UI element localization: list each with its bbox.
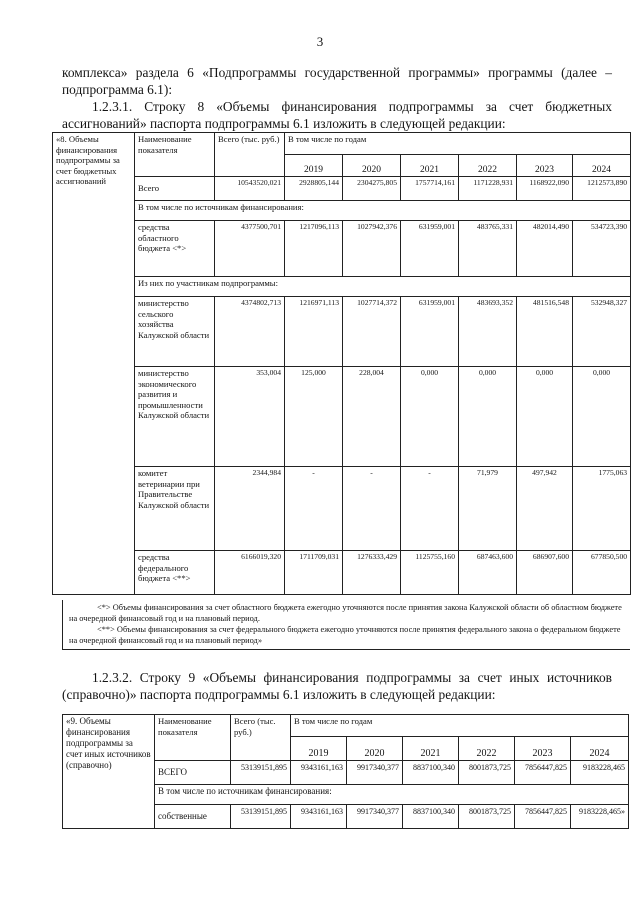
cell-value: 1027714,372 bbox=[343, 297, 401, 367]
cell-value: 9917340,377 bbox=[347, 805, 403, 829]
cell-total: 4377500,701 bbox=[215, 221, 285, 277]
financing-table-other bbox=[62, 714, 629, 829]
row-label: ВСЕГО bbox=[155, 761, 231, 785]
cell-value: 0,000 bbox=[573, 367, 631, 467]
cell-value: 1125755,160 bbox=[401, 551, 459, 595]
year-header: 2019 bbox=[285, 155, 343, 177]
row-title: «9. Объемы финансирования подпрограммы за счет иных источников (справочно) bbox=[63, 715, 155, 829]
cell-value: 686907,600 bbox=[517, 551, 573, 595]
cell-value: 0,000 bbox=[517, 367, 573, 467]
row-title: «8. Объемы финансирования подпрограммы за счет бюджетных ассигнований bbox=[53, 133, 135, 595]
year-header: 2023 bbox=[515, 737, 571, 761]
year-header: 2024 bbox=[571, 737, 629, 761]
cell-value: 481516,548 bbox=[517, 297, 573, 367]
year-header: 2019 bbox=[291, 737, 347, 761]
cell-value: 8837100,340 bbox=[403, 761, 459, 785]
col-years-header: В том числе по годам bbox=[291, 715, 629, 737]
year-header: 2024 bbox=[573, 155, 631, 177]
participants-caption: Из них по участникам подпрограммы: bbox=[135, 277, 631, 297]
row-label: средства областного бюджета <*> bbox=[135, 221, 215, 277]
cell-value: 7856447,825 bbox=[515, 761, 571, 785]
cell-value: 9343161,163 bbox=[291, 805, 347, 829]
footnote-regional: <*> Объемы финансирования за счет областного бюджета ежегодно уточняются после принятия закона Калужской области об областном бюджете на очередной финансовый год и на плановый период. bbox=[69, 603, 622, 623]
cell-value: 482014,490 bbox=[517, 221, 573, 277]
cell-value: 8001873,725 bbox=[459, 761, 515, 785]
year-header: 2020 bbox=[343, 155, 401, 177]
cell-value: 8837100,340 bbox=[403, 805, 459, 829]
col-total-header: Всего (тыс. руб.) bbox=[231, 715, 291, 761]
sources-caption: В том числе по источникам финансирования: bbox=[135, 201, 631, 221]
cell-value: 534723,390 bbox=[573, 221, 631, 277]
table-footnotes bbox=[62, 600, 630, 650]
cell-value: 71,979 bbox=[459, 467, 517, 551]
col-total-header: Всего (тыс. руб.) bbox=[215, 133, 285, 177]
cell-value: 125,000 bbox=[285, 367, 343, 467]
cell-value: 483693,352 bbox=[459, 297, 517, 367]
cell-value: 9343161,163 bbox=[291, 761, 347, 785]
row-label: министерство сельского хозяйства Калужской области bbox=[135, 297, 215, 367]
cell-value: 687463,600 bbox=[459, 551, 517, 595]
cell-value: - bbox=[343, 467, 401, 551]
cell-total: 4374802,713 bbox=[215, 297, 285, 367]
cell-value: 1276333,429 bbox=[343, 551, 401, 595]
cell-value: 532948,327 bbox=[573, 297, 631, 367]
intro-paragraph: комплекса» раздела 6 «Подпрограммы государственной программы» программы (далее – подпрограмма 6.1): bbox=[62, 65, 612, 97]
col-name-header: Наименование показателя bbox=[135, 133, 215, 177]
cell-value: 1217096,113 bbox=[285, 221, 343, 277]
row-label: собственные bbox=[155, 805, 231, 829]
year-header: 2022 bbox=[459, 155, 517, 177]
year-header: 2021 bbox=[403, 737, 459, 761]
page-number: 3 bbox=[316, 34, 324, 49]
cell-value: 0,000 bbox=[459, 367, 517, 467]
cell-value: 9183228,465» bbox=[571, 805, 629, 829]
cell-value: 9917340,377 bbox=[347, 761, 403, 785]
cell-value: 1757714,161 bbox=[401, 177, 459, 201]
cell-value: - bbox=[285, 467, 343, 551]
cell-value: 1212573,890 bbox=[573, 177, 631, 201]
year-header: 2023 bbox=[517, 155, 573, 177]
cell-value: 677850,500 bbox=[573, 551, 631, 595]
cell-value: 1775,063 bbox=[573, 467, 631, 551]
cell-value: 1027942,376 bbox=[343, 221, 401, 277]
year-header: 2022 bbox=[459, 737, 515, 761]
year-header: 2021 bbox=[401, 155, 459, 177]
cell-total: 53139151,895 bbox=[231, 761, 291, 785]
cell-value: 483765,331 bbox=[459, 221, 517, 277]
section-2-title: 1.2.3.2. Строку 9 «Объемы финансирования подпрограммы за счет иных источников (справочно)» паспорта подпрограммы 6.1 изложить в следующей редакции: bbox=[62, 670, 612, 702]
row-label: Всего bbox=[135, 177, 215, 201]
financing-table-budget bbox=[52, 132, 631, 595]
sources-caption: В том числе по источникам финансирования: bbox=[155, 785, 629, 805]
footnote-federal: <**> Объемы финансирования за счет федерального бюджета ежегодно уточняются после принятия федерального закона о федеральном бюджете на очередной финансовый год и на плановый период» bbox=[69, 625, 621, 645]
cell-total: 6166019,320 bbox=[215, 551, 285, 595]
cell-total: 53139151,895 bbox=[231, 805, 291, 829]
cell-value: 631959,001 bbox=[401, 221, 459, 277]
cell-value: 1711709,031 bbox=[285, 551, 343, 595]
cell-value: 8001873,725 bbox=[459, 805, 515, 829]
cell-value: 0,000 bbox=[401, 367, 459, 467]
cell-value: 2928805,144 bbox=[285, 177, 343, 201]
cell-value: 2304275,805 bbox=[343, 177, 401, 201]
cell-value: 1171228,931 bbox=[459, 177, 517, 201]
col-name-header: Наименование показателя bbox=[155, 715, 231, 761]
col-years-header: В том числе по годам bbox=[285, 133, 631, 155]
cell-value: 1168922,090 bbox=[517, 177, 573, 201]
section-1-title: 1.2.3.1. Строку 8 «Объемы финансирования подпрограммы за счет бюджетных ассигнований» паспорта подпрограммы 6.1 изложить в следующей редакции: bbox=[62, 99, 612, 131]
cell-total: 10543520,021 bbox=[215, 177, 285, 201]
year-header: 2020 bbox=[347, 737, 403, 761]
cell-value: 228,004 bbox=[343, 367, 401, 467]
cell-value: - bbox=[401, 467, 459, 551]
cell-total: 2344,984 bbox=[215, 467, 285, 551]
cell-value: 497,942 bbox=[517, 467, 573, 551]
cell-value: 1216971,113 bbox=[285, 297, 343, 367]
row-label: министерство экономического развития и промышленности Калужской области bbox=[135, 367, 215, 467]
row-label: средства федерального бюджета <**> bbox=[135, 551, 215, 595]
cell-total: 353,004 bbox=[215, 367, 285, 467]
cell-value: 7856447,825 bbox=[515, 805, 571, 829]
cell-value: 9183228,465 bbox=[571, 761, 629, 785]
cell-value: 631959,001 bbox=[401, 297, 459, 367]
row-label: комитет ветеринарии при Правительстве Калужской области bbox=[135, 467, 215, 551]
